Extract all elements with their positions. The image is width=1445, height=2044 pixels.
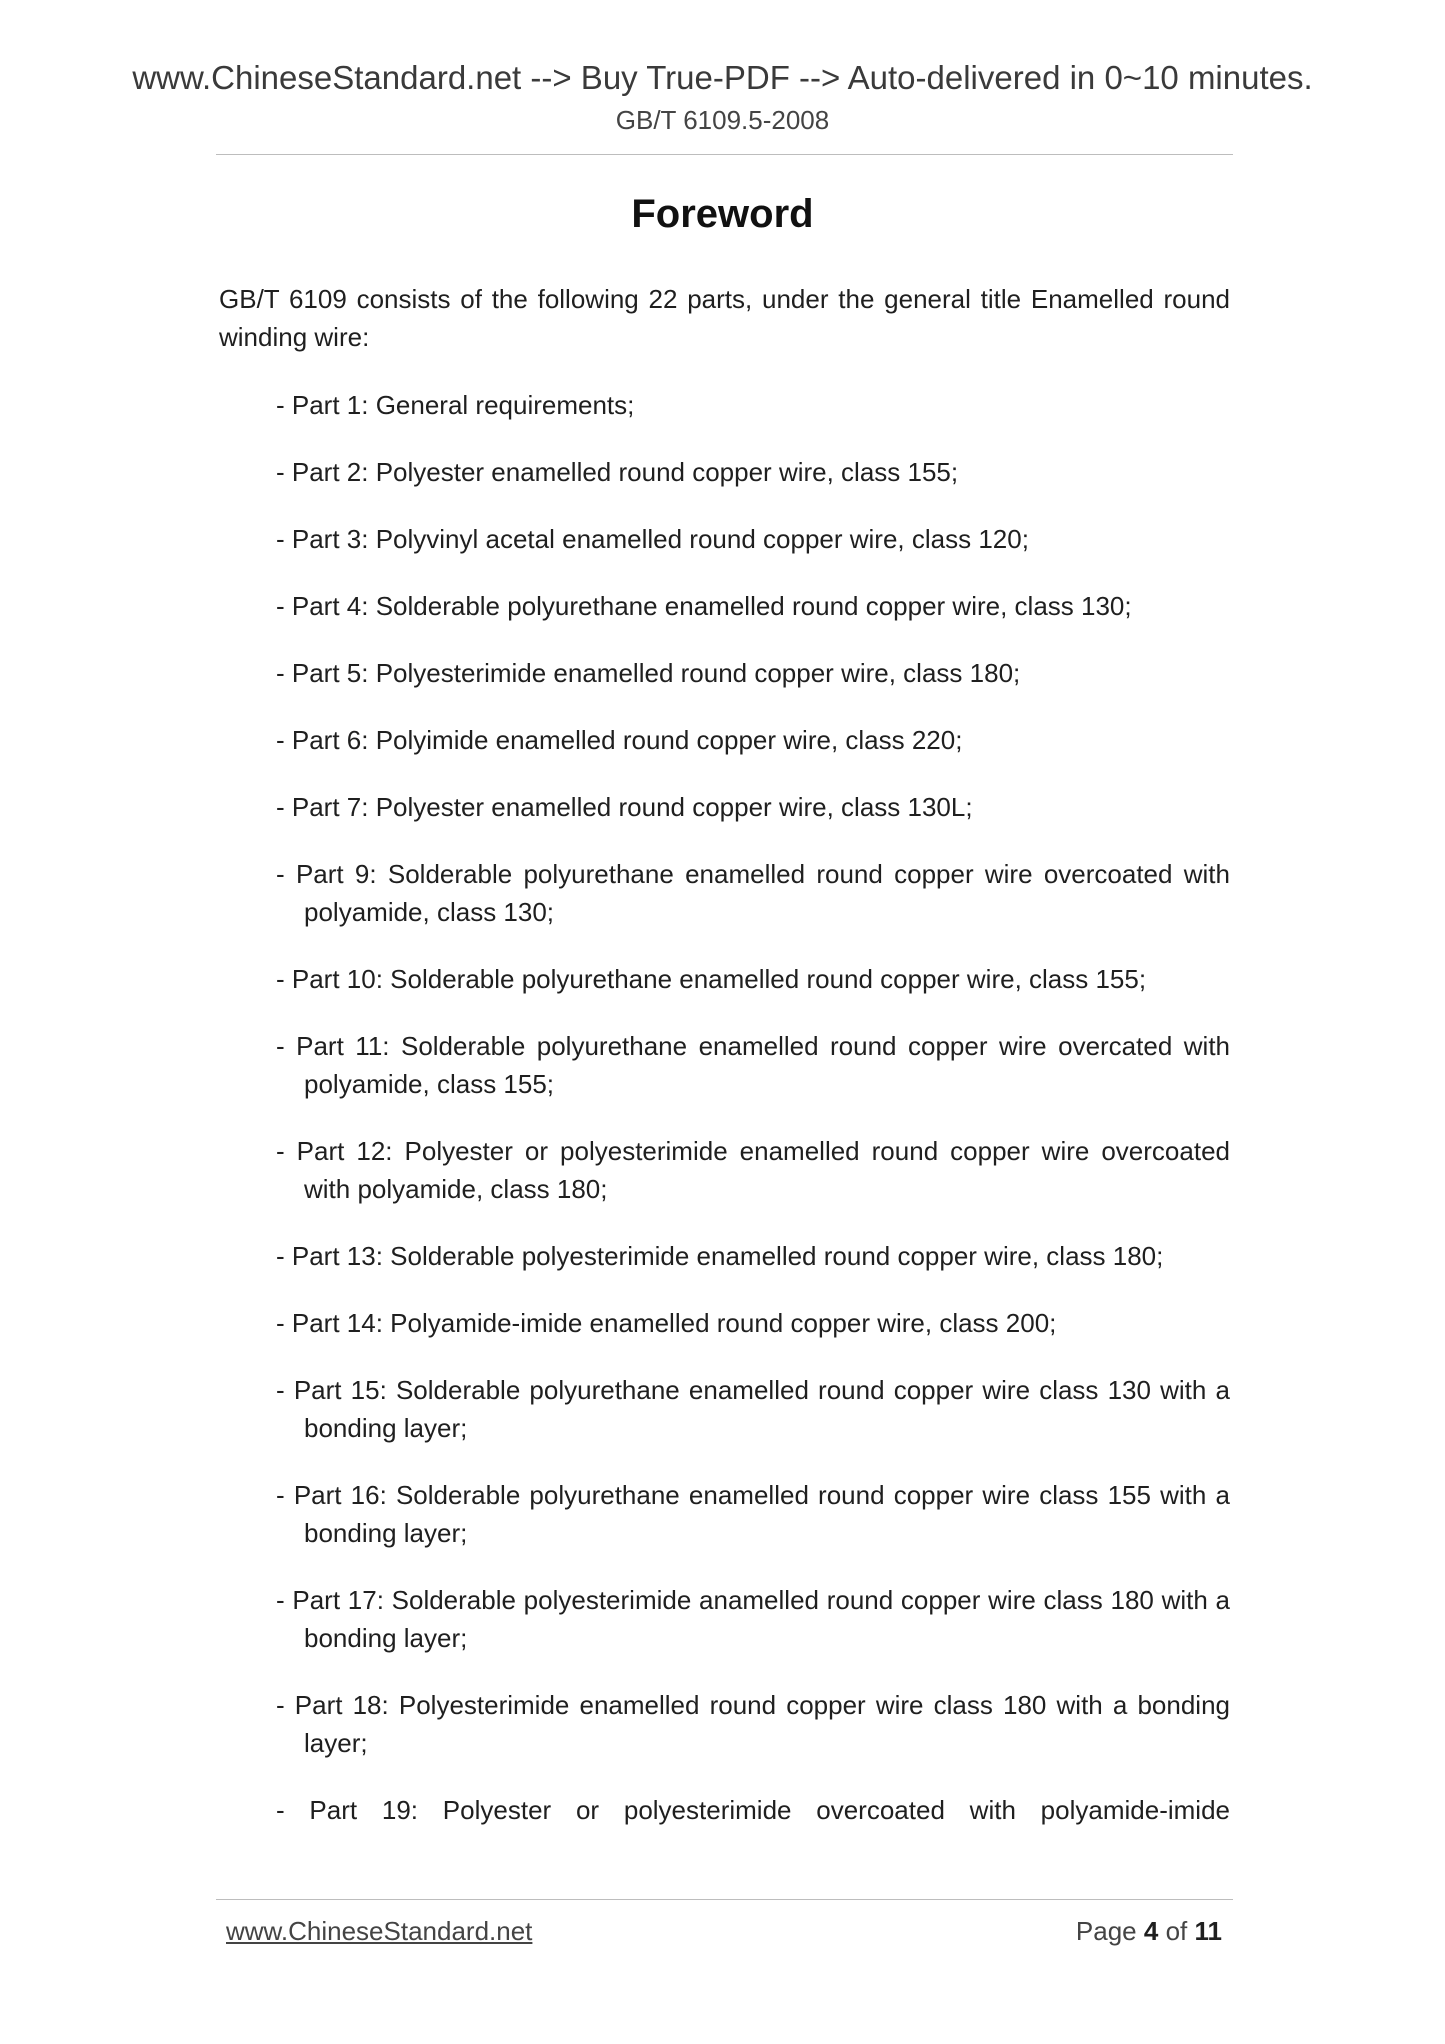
list-item: - Part 12: Polyester or polyesterimide enamelled round copper wire overcoated with polyamide, class 180; xyxy=(276,1136,1230,1204)
list-item: - Part 7: Polyester enamelled round copper wire, class 130L; xyxy=(276,792,973,822)
list-item: - Part 2: Polyester enamelled round copper wire, class 155; xyxy=(276,457,959,487)
list-item: - Part 5: Polyesterimide enamelled round copper wire, class 180; xyxy=(276,658,1021,688)
page-label: Page xyxy=(1075,1916,1137,1946)
list-item: - Part 15: Solderable polyurethane enamelled round copper wire class 130 with a bonding layer; xyxy=(276,1375,1230,1443)
list-item: - Part 17: Solderable polyesterimide anamelled round copper wire class 180 with a bonding layer; xyxy=(276,1585,1230,1653)
page-number xyxy=(1076,1914,1222,1948)
list-item: - Part 3: Polyvinyl acetal enamelled round copper wire, class 120; xyxy=(276,524,1029,554)
list-item: - Part 11: Solderable polyurethane enamelled round copper wire overcated with polyamide, class 155; xyxy=(276,1031,1230,1099)
page-total: 11 xyxy=(1194,1916,1222,1946)
header-banner: www.ChineseStandard.net --> Buy True-PDF --> Auto-delivered in 0~10 minutes. xyxy=(132,59,1313,96)
list-item: - Part 18: Polyesterimide enamelled round copper wire class 180 with a bonding layer; xyxy=(276,1690,1230,1758)
list-item: - Part 6: Polyimide enamelled round copper wire, class 220; xyxy=(276,725,963,755)
header-divider xyxy=(216,154,1233,155)
list-item: - Part 10: Solderable polyurethane enamelled round copper wire, class 155; xyxy=(276,964,1147,994)
footer-divider xyxy=(216,1899,1233,1900)
page-current: 4 xyxy=(1143,1916,1159,1946)
list-item: - Part 4: Solderable polyurethane enamelled round copper wire, class 130; xyxy=(276,591,1132,621)
page-of: of xyxy=(1165,1916,1188,1946)
intro-paragraph: GB/T 6109 consists of the following 22 parts, under the general title Enamelled round winding wire: xyxy=(219,284,1230,352)
parts-list xyxy=(276,386,1230,1858)
standard-code: GB/T 6109.5-2008 xyxy=(615,105,830,135)
list-item: - Part 9: Solderable polyurethane enamelled round copper wire overcoated with polyamide, class 130; xyxy=(276,859,1230,927)
page-title: Foreword xyxy=(631,192,814,236)
list-item: - Part 14: Polyamide-imide enamelled round copper wire, class 200; xyxy=(276,1308,1057,1338)
list-item: - Part 19: Polyester or polyesterimide overcoated with polyamide-imide xyxy=(276,1795,1230,1825)
list-item: - Part 1: General requirements; xyxy=(276,390,635,420)
list-item: - Part 13: Solderable polyesterimide enamelled round copper wire, class 180; xyxy=(276,1241,1164,1271)
list-item: - Part 16: Solderable polyurethane enamelled round copper wire class 155 with a bonding layer; xyxy=(276,1480,1230,1548)
footer-site-link[interactable]: www.ChineseStandard.net xyxy=(226,1916,533,1946)
